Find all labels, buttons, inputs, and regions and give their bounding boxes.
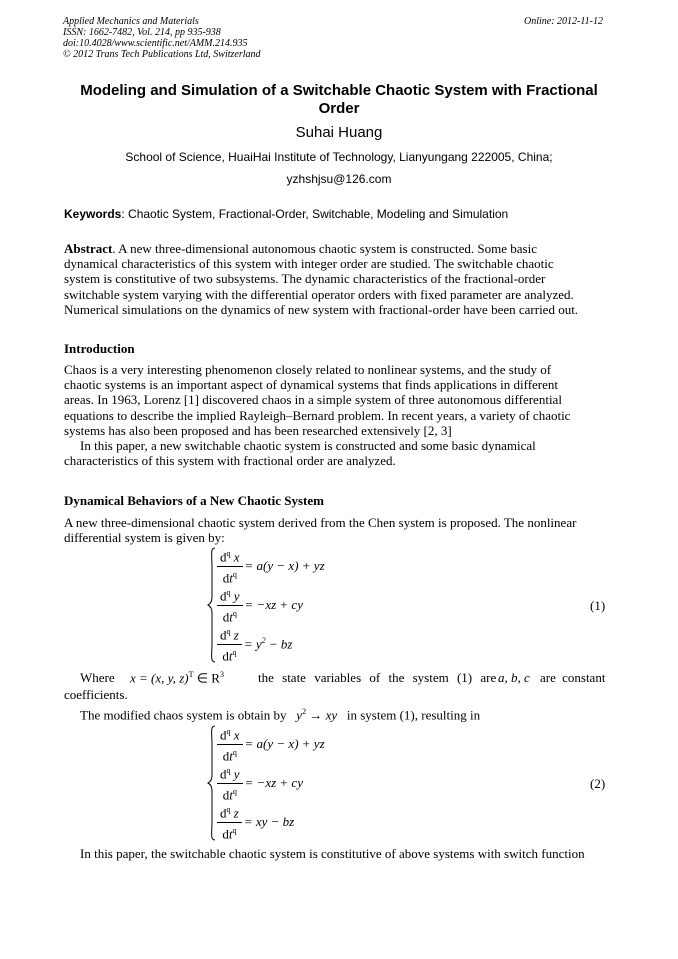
- where-text: the state variables of the system (1) are: [258, 670, 497, 685]
- derivative-y: $\frac{d^q y}{dt^q}$: [217, 764, 243, 802]
- online-date: Online: 2012-11-12: [524, 16, 603, 27]
- copyright-line: © 2012 Trans Tech Publications Ltd, Switzerland: [63, 49, 261, 60]
- dynamics-line: A new three-dimensional chaotic system derived from the Chen system is proposed. The nonlinear: [64, 515, 577, 530]
- derivative-z: $\frac{d^q z}{dt^q}$: [217, 803, 242, 841]
- keywords-text: : Chaotic System, Fractional-Order, Switchable, Modeling and Simulation: [121, 207, 509, 221]
- closing-line: In this paper, the switchable chaotic system is constitutive of above systems with switch function: [80, 846, 585, 861]
- eq1-row-x: [217, 547, 325, 585]
- intro-line: areas. In 1963, Lorenz [1] discovered chaos in a simple system of three autonomous differential: [64, 392, 562, 408]
- where-word: Where: [80, 670, 115, 685]
- derivative-y: $\frac{d^q y}{dt^q}$: [217, 586, 243, 624]
- eq2-rhs-z: = xy − bz: [243, 814, 295, 829]
- abstract-line: switchable system varying with the differential operator orders with fixed parameter are analyzed.: [64, 286, 574, 302]
- where-line: [80, 670, 115, 686]
- affiliation: School of Science, HuaiHai Institute of Technology, Lianyungang 222005, China;: [125, 150, 553, 164]
- eq1-rhs-x: = a(y − x) + yz: [244, 558, 325, 573]
- equation-1-number: (1): [590, 598, 606, 613]
- keywords-line: [64, 207, 508, 221]
- eq2-row-y: [217, 764, 303, 802]
- eq1-rhs-z: = $y^2$ − bz: [243, 635, 293, 652]
- abstract-line: Numerical simulations on the dynamics of new system with fractional-order have been carried out.: [64, 301, 579, 317]
- dynamics-heading: Dynamical Behaviors of a New Chaotic System: [64, 493, 324, 508]
- journal-name: Applied Mechanics and Materials: [63, 16, 199, 27]
- left-brace: [207, 547, 217, 663]
- intro-line: systems has also been proposed and has been researched extensively [2, 3]: [64, 422, 452, 438]
- left-brace: [207, 725, 217, 841]
- doi-line: doi:10.4028/www.scientific.net/AMM.214.935: [63, 38, 248, 49]
- abstract-paragraph: [64, 241, 613, 317]
- equation-1: [207, 545, 407, 665]
- coefficients-word: coefficients.: [64, 687, 128, 702]
- abstract-line: system is constitutive of two subsystems. The dynamic characteristics of the fractional-order: [64, 271, 546, 287]
- intro-line: characteristics of this system with fractional order are analyzed.: [64, 453, 396, 469]
- intro-line: chaotic systems is an important aspect of dynamical systems that finds applications in different: [64, 377, 559, 393]
- params-abc: a, b, c: [498, 670, 530, 685]
- derivative-x: $\frac{d^q x}{dt^q}$: [217, 547, 243, 585]
- equation-2-number: (2): [590, 776, 606, 791]
- intro-line: In this paper, a new switchable chaotic system is constructed and some basic dynamical: [80, 438, 536, 454]
- modified-line: The modified chaos system is obtain by $y^2$ → xy in system (1), resulting in: [80, 707, 481, 723]
- eq2-row-z: [217, 803, 294, 841]
- equation-2: [207, 723, 407, 843]
- introduction-paragraph: [64, 362, 613, 468]
- derivative-z: $\frac{d^q z}{dt^q}$: [217, 625, 242, 663]
- issn-line: ISSN: 1662-7482, Vol. 214, pp 935-938: [63, 27, 221, 38]
- dynamics-line: differential system is given by:: [64, 530, 225, 546]
- state-vector: x = (x, y, z)$^T$ ∈ $R^3$: [130, 670, 224, 686]
- dynamics-paragraph: [64, 515, 613, 545]
- eq1-row-z: [217, 625, 292, 663]
- intro-line: equations to describe the implied Rayleigh–Bernard problem. In recent years, a variety of chaotic: [64, 407, 571, 423]
- abstract-label: Abstract: [64, 241, 113, 256]
- author-email: yzhshjsu@126.com: [286, 172, 392, 186]
- paper-title: Modeling and Simulation of a Switchable Chaotic System with Fractional Order: [80, 82, 598, 117]
- eq1-row-y: [217, 586, 303, 624]
- author-name: Suhai Huang: [295, 124, 383, 141]
- abstract-line: . A new three-dimensional autonomous chaotic system is constructed. Some basic: [112, 241, 537, 256]
- where-text-end: are constant: [540, 670, 606, 685]
- eq2-row-x: [217, 725, 325, 763]
- intro-line: Chaos is a very interesting phenomenon closely related to nonlinear systems, and the study of: [64, 362, 552, 377]
- derivative-x: $\frac{d^q x}{dt^q}$: [217, 725, 243, 763]
- eq2-rhs-x: = a(y − x) + yz: [244, 736, 325, 751]
- keywords-label: Keywords: [64, 207, 122, 221]
- eq2-rhs-y: = −xz + cy: [244, 775, 303, 790]
- eq1-rhs-y: = −xz + cy: [244, 597, 303, 612]
- abstract-line: dynamical characteristics of this system with integer order are studied. The switchable chaotic: [64, 256, 554, 272]
- introduction-heading: Introduction: [64, 341, 135, 356]
